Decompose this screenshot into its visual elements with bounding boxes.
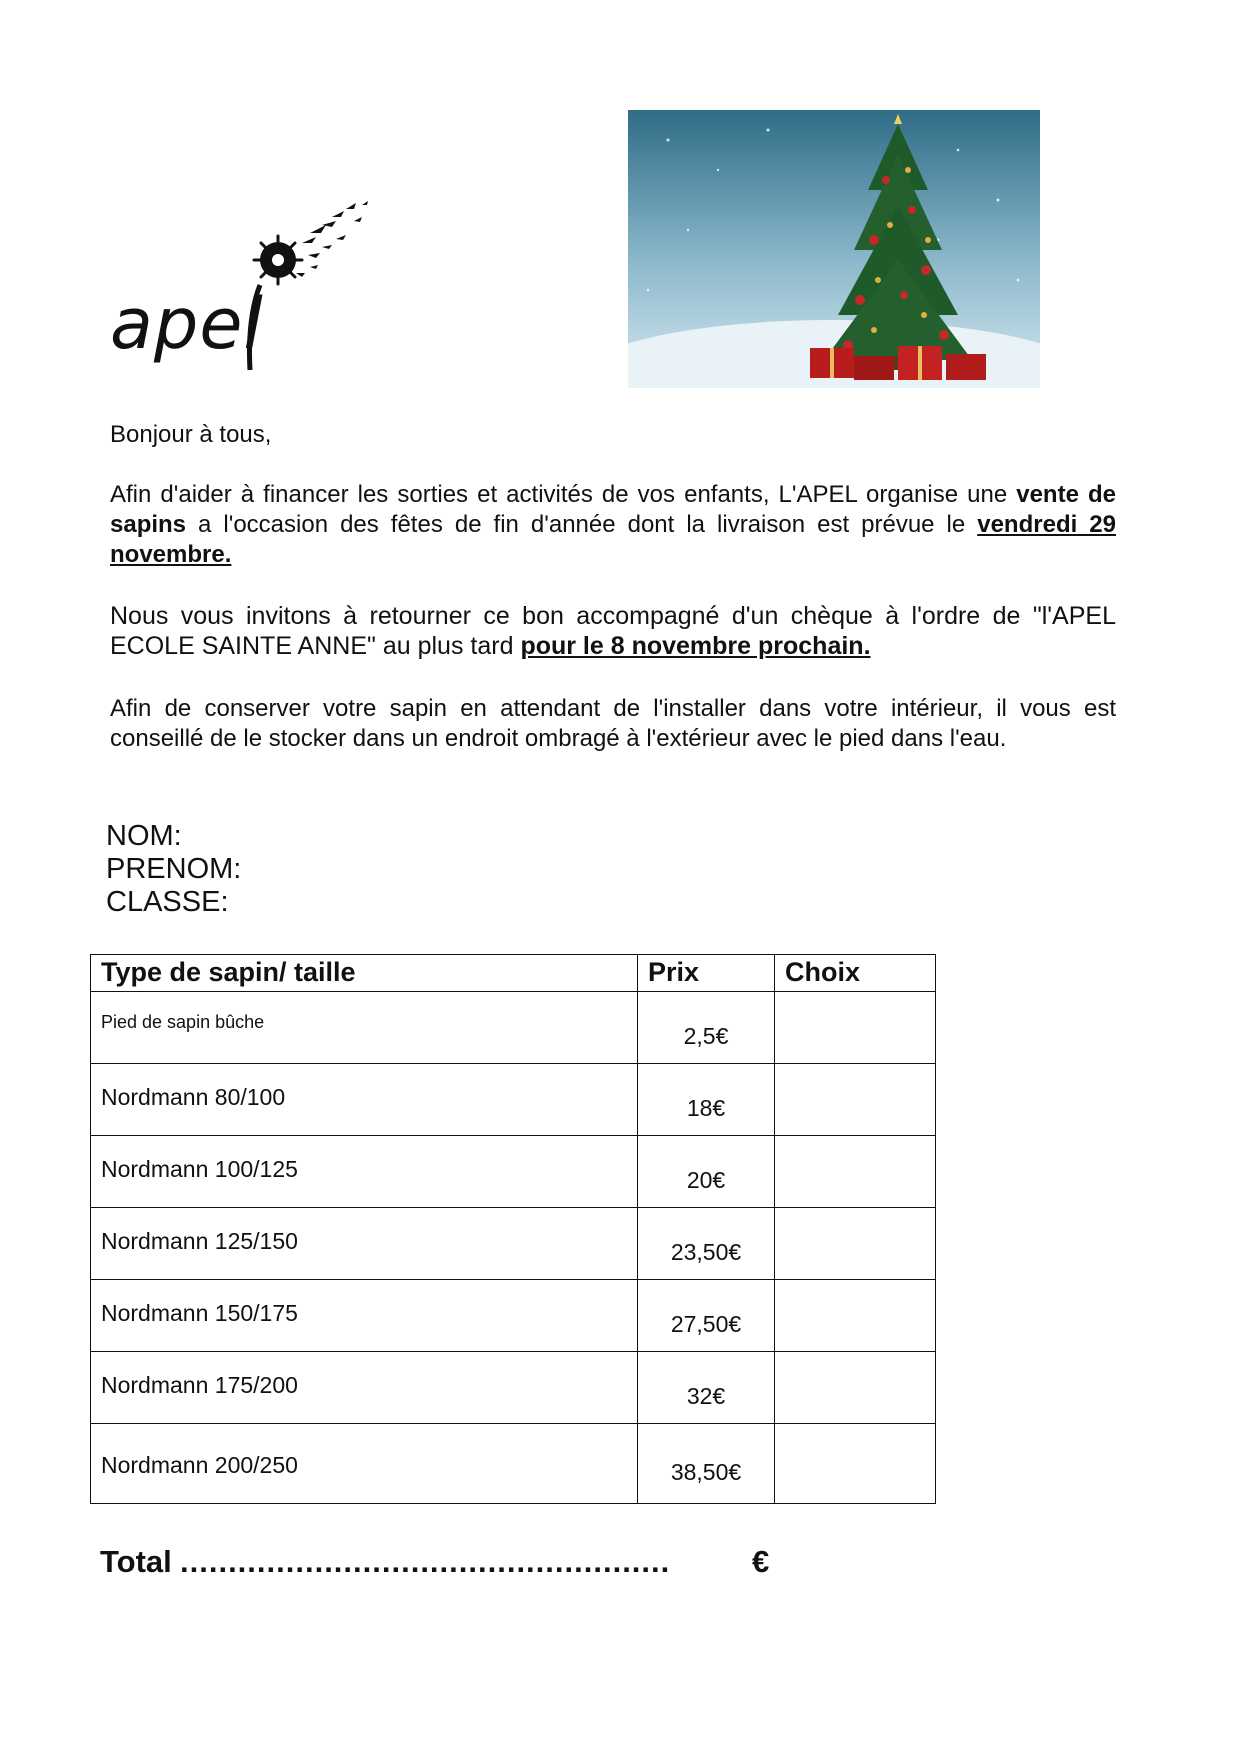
tree-type: Nordmann 200/250	[91, 1424, 638, 1504]
tree-type: Nordmann 175/200	[91, 1352, 638, 1424]
table-header-row	[91, 955, 936, 992]
tree-price: 32€	[638, 1352, 775, 1424]
choice-cell[interactable]	[775, 992, 936, 1064]
intro-text: Afin d'aider à financer les sorties et activités de vos enfants, L'APEL organise une	[110, 481, 1017, 508]
total-label: Total	[100, 1544, 172, 1579]
table-row	[91, 1064, 936, 1136]
classe-field-label: CLASSE:	[106, 886, 229, 918]
christmas-tree-photo	[628, 110, 1040, 388]
tree-price: 38,50€	[638, 1424, 775, 1504]
intro-highlight: vente de sapins	[110, 481, 1116, 538]
tree-type: Nordmann 100/125	[91, 1136, 638, 1208]
nom-field-label: NOM:	[106, 820, 182, 852]
header-type: Type de sapin/ taille	[91, 955, 638, 992]
choice-cell[interactable]	[775, 1136, 936, 1208]
choice-cell[interactable]	[775, 1352, 936, 1424]
order-table	[90, 954, 936, 1504]
tree-type: Nordmann 150/175	[91, 1280, 638, 1352]
total-currency: €	[752, 1544, 770, 1579]
tree-type: Pied de sapin bûche	[91, 992, 638, 1064]
choice-cell[interactable]	[775, 1208, 936, 1280]
table-row	[91, 1424, 936, 1504]
tree-price: 20€	[638, 1136, 775, 1208]
return-deadline: pour le 8 novembre prochain.	[520, 632, 871, 660]
header-price: Prix	[638, 955, 775, 992]
header-choice: Choix	[775, 955, 936, 992]
table-row	[91, 1352, 936, 1424]
table-row	[91, 1280, 936, 1352]
greeting: Bonjour à tous,	[110, 421, 272, 448]
choice-cell[interactable]	[775, 1064, 936, 1136]
table-row	[91, 1208, 936, 1280]
table-row	[91, 1136, 936, 1208]
delivery-date: vendredi 29 novembre.	[110, 511, 1116, 568]
table-row	[91, 992, 936, 1064]
tree-type: Nordmann 80/100	[91, 1064, 638, 1136]
apel-logo	[110, 195, 400, 395]
tree-price: 2,5€	[638, 992, 775, 1064]
paragraph-intro	[110, 480, 1116, 570]
tree-price: 27,50€	[638, 1280, 775, 1352]
prenom-field-label: PRENOM:	[106, 853, 242, 885]
tree-price: 18€	[638, 1064, 775, 1136]
paragraph-storage: Afin de conserver votre sapin en attendant de l'installer dans votre intérieur, il vous est conseillé de le stocker dans un endroit ombragé à l'extérieur avec le pied dans l'eau.	[110, 695, 1116, 752]
christmas-tree-icon	[628, 110, 1040, 388]
logo-text: apel	[110, 283, 264, 365]
return-text: Nous vous invitons à retourner ce bon accompagné d'un chèque à l'ordre de "l'APEL ECOLE SAINTE ANNE" au plus tard	[110, 602, 1116, 660]
intro-text-continued: a l'occasion des fêtes de fin d'année dont la livraison est prévue le	[186, 511, 978, 538]
tree-price: 23,50€	[638, 1208, 775, 1280]
choice-cell[interactable]	[775, 1424, 936, 1504]
paragraph-return	[110, 601, 1116, 661]
choice-cell[interactable]	[775, 1280, 936, 1352]
tree-type: Nordmann 125/150	[91, 1208, 638, 1280]
total-line[interactable]: ...................................................	[180, 1544, 671, 1579]
